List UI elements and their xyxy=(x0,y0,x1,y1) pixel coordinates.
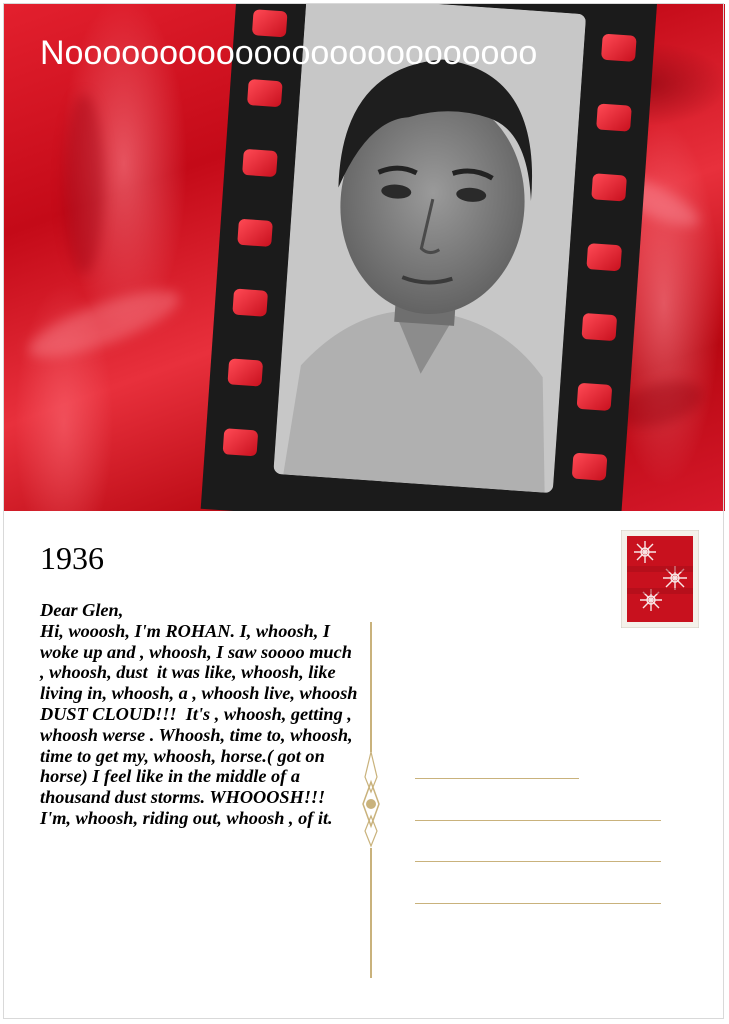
ornamental-divider-icon xyxy=(362,622,380,978)
portrait-photo xyxy=(273,4,586,493)
postcard-message: Dear Glen, Hi, wooosh, I'm ROHAN. I, whoosh, I woke up and , whoosh, I saw soooo much , whoosh, dust it was like, whoosh, like living in, whoosh, a , whoosh live, whoosh DUST CLOUD!!! It's , whoosh, getting , whoosh werse . Whoosh, time to, whoosh, time to get my, whoosh, horse.( got on horse) I feel like in the middle of a thousand dust storms. WHOOOSH!!! I'm, whoosh, riding out, whoosh , of it. xyxy=(40,600,358,828)
postage-stamp-icon xyxy=(621,530,699,628)
address-line-3 xyxy=(415,861,661,862)
satin-background xyxy=(4,4,725,511)
address-line-2 xyxy=(415,820,661,821)
postcard-caption: Nooooooooooooooooooooooooo xyxy=(40,34,538,72)
address-line-1 xyxy=(415,778,579,779)
postcard-year: 1936 xyxy=(40,540,104,576)
film-strip-frame xyxy=(201,4,658,511)
boy-portrait-icon xyxy=(273,4,586,493)
address-line-4 xyxy=(415,903,661,904)
